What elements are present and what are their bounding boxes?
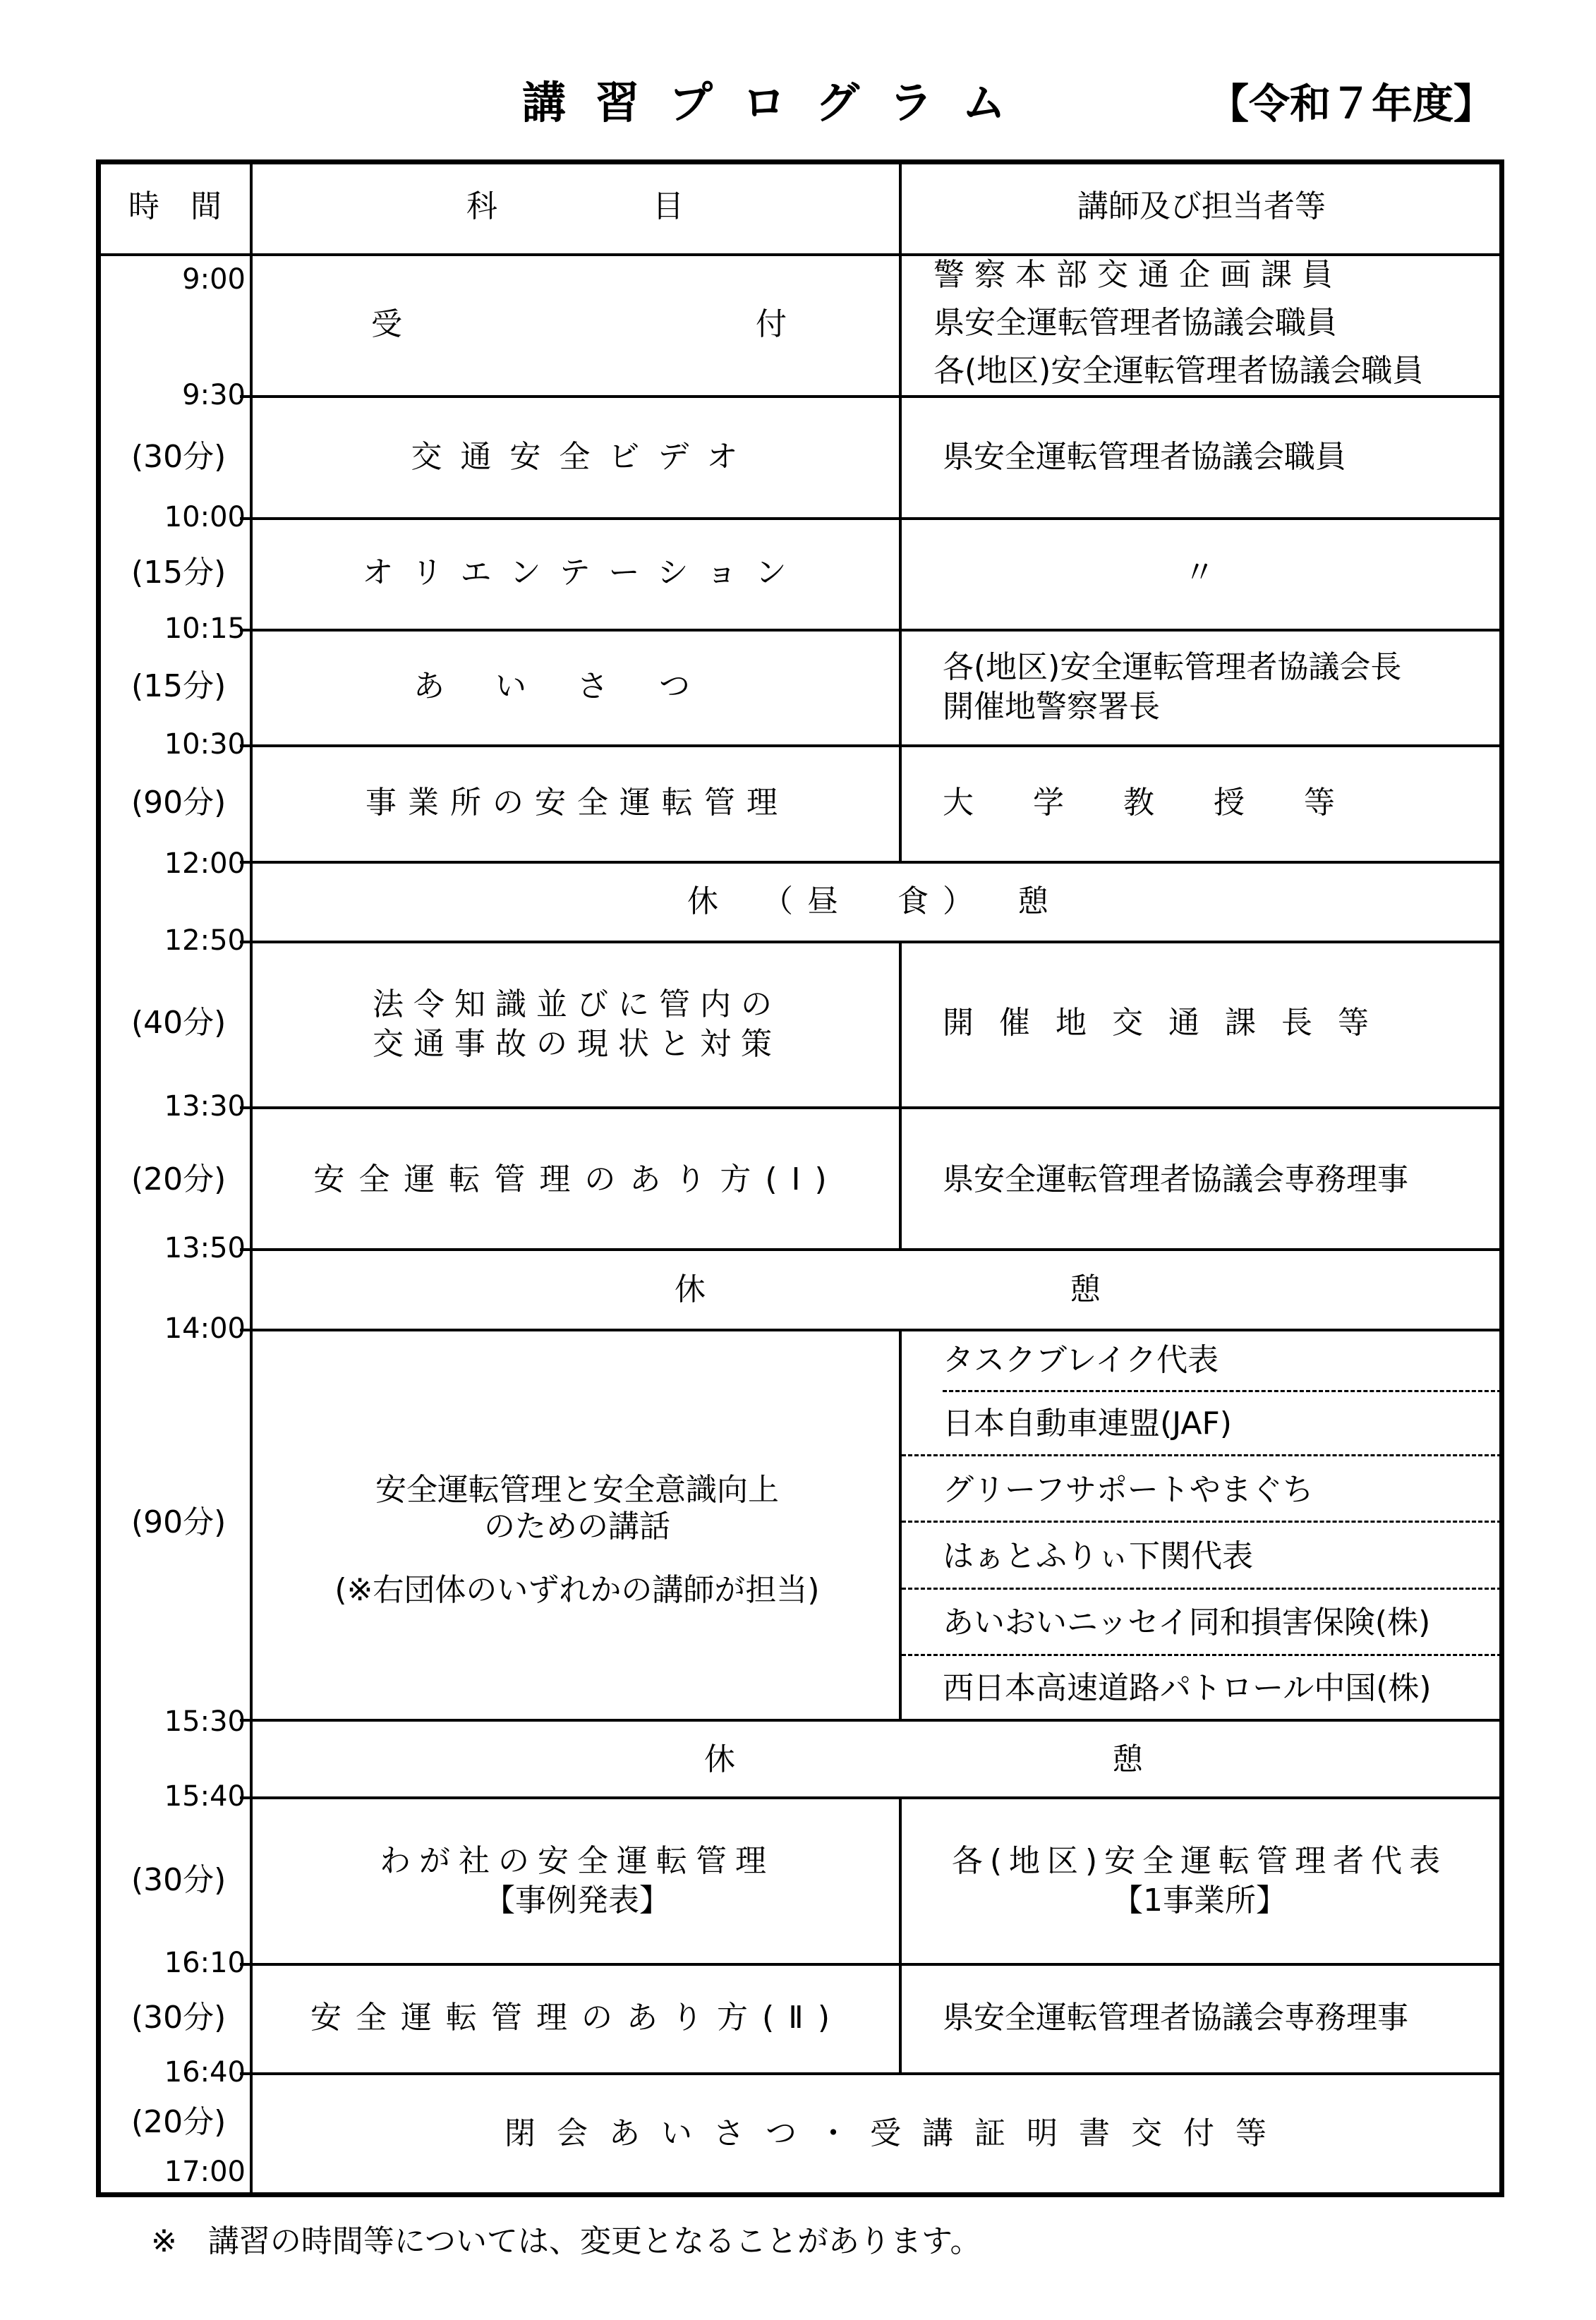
row-divider [251, 517, 1501, 520]
row-divider [251, 1796, 1501, 1799]
lecturer-text: 開催地警察署長 [943, 689, 1160, 725]
time-label: 13:50 [164, 1232, 246, 1264]
row-divider [251, 941, 1501, 943]
row-divider [251, 1329, 1501, 1331]
time-label: 9:00 [182, 263, 246, 296]
time-label: 10:15 [164, 612, 246, 645]
duration-label: (15分) [131, 668, 226, 704]
lecturer-text: 各(地区)安全運転管理者協議会長 [943, 649, 1402, 685]
time-label: 16:10 [164, 1947, 246, 1979]
time-column-divider [250, 162, 253, 2194]
row-divider [251, 861, 1501, 864]
subject-text: 交通事故の現状と対策 [373, 1026, 782, 1062]
lecturer-text: 開催地交通課長等 [943, 1005, 1394, 1041]
break-label-left: 休 [704, 1741, 735, 1777]
fiscal-year: 【令和７年度】 [1208, 80, 1495, 128]
row-divider [251, 629, 1501, 632]
lecturer-text: 【1事業所】 [1112, 1883, 1287, 1919]
time-label: 12:50 [164, 924, 246, 957]
break-label-right: 憩 [1070, 1271, 1101, 1307]
header-divider [99, 253, 1501, 256]
time-label: 9:30 [182, 379, 246, 411]
subject-text: 安全運転管理と安全意識向上 [375, 1472, 779, 1508]
break-label-left: 休 [675, 1271, 706, 1307]
time-label: 17:00 [164, 2156, 246, 2188]
duration-label: (40分) [131, 1005, 226, 1041]
lecturer-text: 各(地区)安全運転管理者協議会職員 [933, 353, 1424, 389]
lecturer-text: 西日本高速道路パトロール中国(株) [943, 1670, 1432, 1706]
time-label: 14:00 [164, 1312, 246, 1345]
time-label: 15:30 [164, 1705, 246, 1738]
duration-label: (30分) [131, 439, 226, 475]
lecturer-text: はぁとふりぃ下関代表 [943, 1538, 1253, 1574]
row-divider [251, 1248, 1501, 1251]
header-time: 時 間 [128, 188, 222, 224]
duration-label: (90分) [131, 785, 226, 821]
row-divider [251, 2072, 1501, 2075]
lecturer-text: タスクブレイク代表 [943, 1342, 1219, 1378]
row-divider [251, 1106, 1501, 1109]
subject-note: (※右団体のいずれかの講師が担当) [334, 1572, 820, 1608]
time-label: 12:00 [164, 847, 246, 880]
break-lunch: 休 （昼 食） 憩 [687, 883, 1063, 919]
lecturer-text: 各(地区)安全運転管理者代表 [951, 1843, 1448, 1879]
subject-closing: 閉会あいさつ・受講証明書交付等 [504, 2115, 1288, 2151]
subject-reception-right: 付 [756, 306, 787, 342]
subject-text: のための講話 [484, 1509, 670, 1545]
lecturer-column-divider [899, 1796, 902, 2072]
duration-label: (30分) [131, 2000, 226, 2036]
lecturer-text: 県安全運転管理者協議会職員 [943, 439, 1346, 475]
lecturer-text: 県安全運転管理者協議会専務理事 [943, 2000, 1408, 2036]
row-divider [251, 1963, 1501, 1966]
lecturer-column-divider [899, 1329, 902, 1719]
lecturer-divider [943, 1390, 1501, 1392]
lecturer-text: 〃 [1184, 555, 1215, 591]
lecturer-column-divider [899, 941, 902, 1248]
subject-reception-left: 受 [371, 306, 402, 342]
subject-text: わが社の安全運転管理 [380, 1843, 775, 1879]
subject-text: 交通安全ビデオ [411, 439, 756, 475]
footnote: ※ 講習の時間等については、変更となることがあります。 [151, 2223, 981, 2259]
duration-label: (90分) [131, 1504, 226, 1540]
page-title: 講習プログラム [522, 77, 1036, 128]
subject-text: 【事例発表】 [484, 1883, 670, 1919]
lecturer-text: あいおいニッセイ同和損害保険(株) [943, 1605, 1431, 1641]
lecturer-divider [902, 1654, 1501, 1656]
duration-label: (20分) [131, 1161, 226, 1197]
lecturer-text: 警察本部交通企画課員 [933, 257, 1343, 293]
subject-text: 安全運転管理のあり方(Ⅱ) [310, 2000, 844, 2036]
row-divider [251, 744, 1501, 747]
break-label-right: 憩 [1112, 1741, 1143, 1777]
lecturer-divider [902, 1588, 1501, 1590]
lecturer-text: 日本自動車連盟(JAF) [943, 1406, 1232, 1442]
time-label: 10:00 [164, 501, 246, 533]
time-label: 10:30 [164, 728, 246, 761]
lecturer-text: 大 学 教 授 等 [943, 785, 1349, 821]
subject-text: 法令知識並びに管内の [373, 986, 782, 1022]
subject-text: 事業所の安全運転管理 [365, 785, 789, 821]
duration-label: (15分) [131, 555, 226, 591]
subject-text: あいさつ [413, 668, 741, 704]
time-label: 16:40 [164, 2056, 246, 2089]
duration-label: (20分) [131, 2104, 226, 2140]
duration-label: (30分) [131, 1862, 226, 1898]
subject-text: 安全運転管理のあり方(Ⅰ) [313, 1161, 841, 1197]
lecturer-text: 県安全運転管理者協議会専務理事 [943, 1161, 1408, 1197]
lecturer-text: グリーフサポートやまぐち [943, 1472, 1314, 1508]
lecturer-column-divider [899, 162, 902, 861]
header-lecturer: 講師及び担当者等 [1077, 188, 1326, 224]
time-label: 15:40 [164, 1780, 246, 1813]
lecturer-text: 県安全運転管理者協議会職員 [933, 305, 1337, 341]
header-subject: 科 目 [466, 188, 684, 224]
subject-text: オリエンテーション [362, 555, 805, 591]
lecturer-divider [902, 1454, 1501, 1456]
row-divider [251, 1719, 1501, 1722]
row-divider [251, 395, 1501, 398]
time-label: 13:30 [164, 1090, 246, 1123]
lecturer-divider [902, 1521, 1501, 1523]
